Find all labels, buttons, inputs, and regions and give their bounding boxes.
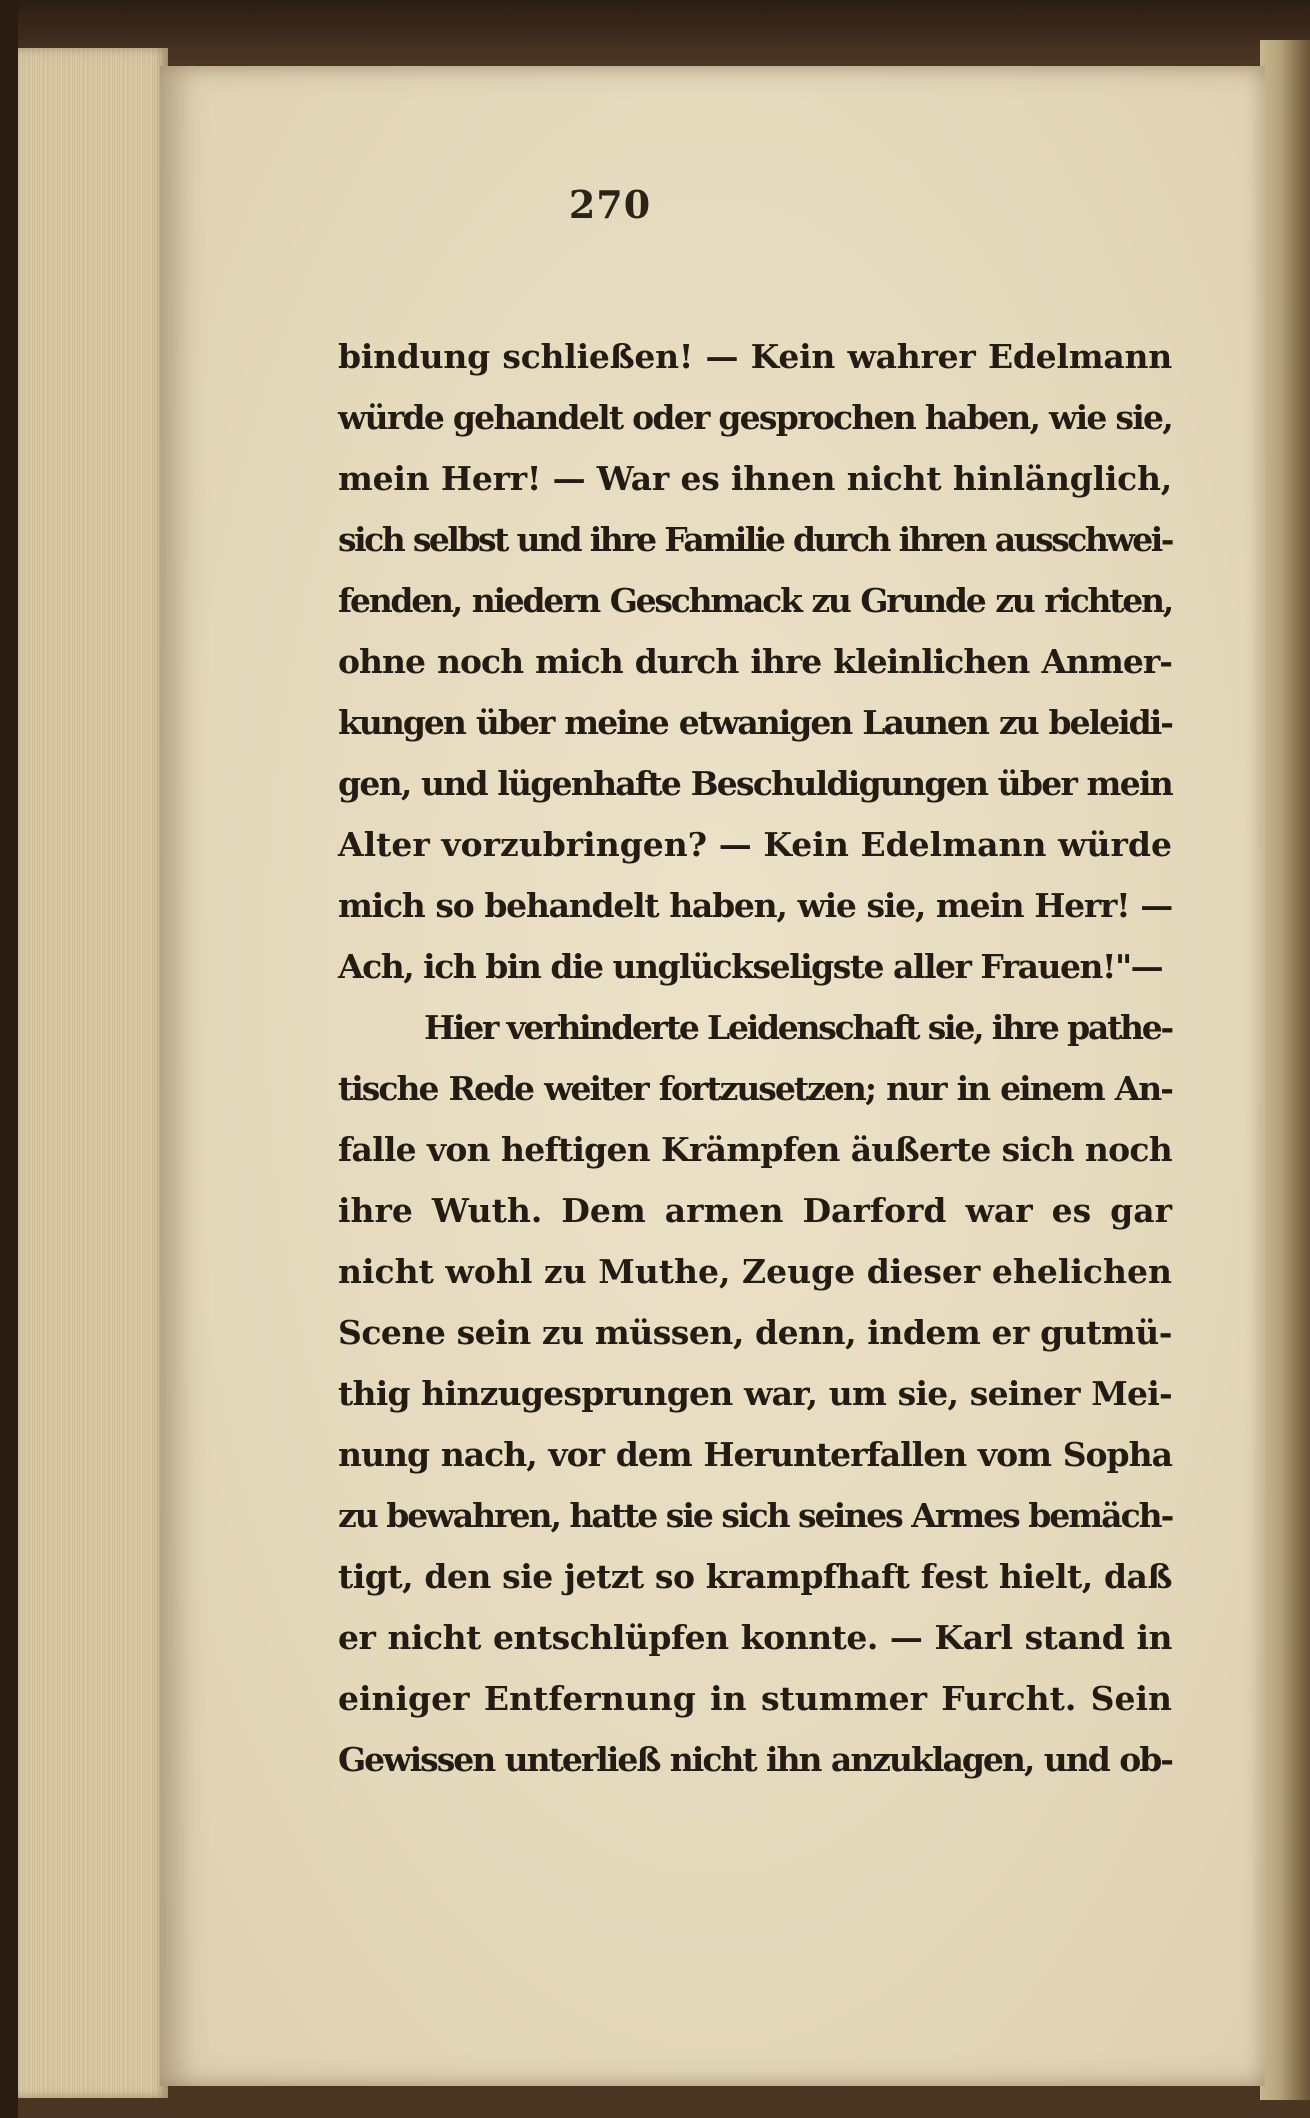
body-text — [338, 326, 1172, 1790]
text-line: fenden, niedern Geschmack zu Grunde zu richten, — [338, 581, 1172, 620]
page-edges-left — [18, 48, 168, 2098]
text-line: sich selbst und ihre Familie durch ihren ausschwei- — [338, 520, 1172, 559]
text-line: Alter vorzubringen? — Kein Edelmann würde — [338, 825, 1172, 864]
page-number: 270 — [568, 182, 652, 227]
text-line: thig hinzugesprungen war, um sie, seiner Mei- — [338, 1374, 1172, 1413]
text-line: Ach, ich bin die unglückseligste aller Frauen!"— — [338, 947, 1163, 986]
text-line: ohne noch mich durch ihre kleinlichen Anmer- — [338, 642, 1172, 681]
text-line: Scene sein zu müssen, denn, indem er gutmü- — [338, 1313, 1172, 1352]
text-line: einiger Entfernung in stummer Furcht. Sein — [338, 1679, 1172, 1718]
text-line: bindung schließen! — Kein wahrer Edelmann — [338, 337, 1172, 376]
text-line: würde gehandelt oder gesprochen haben, wie sie, — [338, 398, 1172, 437]
text-line: tische Rede weiter fortzusetzen; nur in einem An- — [338, 1069, 1172, 1108]
text-line: falle von heftigen Krämpfen äußerte sich noch — [338, 1130, 1172, 1169]
text-line: Hier verhinderte Leidenschaft sie, ihre pathe- — [424, 1008, 1172, 1047]
text-line: kungen über meine etwanigen Launen zu beleidi- — [338, 703, 1172, 742]
text-line: mein Herr! — War es ihnen nicht hinlänglich, — [338, 459, 1172, 498]
text-line: nung nach, vor dem Herunterfallen vom Sopha — [338, 1435, 1172, 1474]
text-line: zu bewahren, hatte sie sich seines Armes bemäch- — [338, 1496, 1173, 1535]
text-line: gen, und lügenhafte Beschuldigungen über mein — [338, 764, 1172, 803]
text-line: ihre Wuth. Dem armen Darford war es gar — [338, 1191, 1172, 1230]
book-cover-left — [0, 0, 18, 2118]
text-line: Gewissen unterließ nicht ihn anzuklagen, und ob- — [338, 1740, 1172, 1779]
page-edges-right — [1260, 40, 1310, 2100]
text-line: nicht wohl zu Muthe, Zeuge dieser ehelichen — [338, 1252, 1172, 1291]
book-cover-top — [0, 0, 1310, 64]
text-line: tigt, den sie jetzt so krampfhaft fest hielt, daß — [338, 1557, 1172, 1596]
text-line: er nicht entschlüpfen konnte. — Karl stand in — [338, 1618, 1172, 1657]
text-line: mich so behandelt haben, wie sie, mein Herr! — — [338, 886, 1172, 925]
